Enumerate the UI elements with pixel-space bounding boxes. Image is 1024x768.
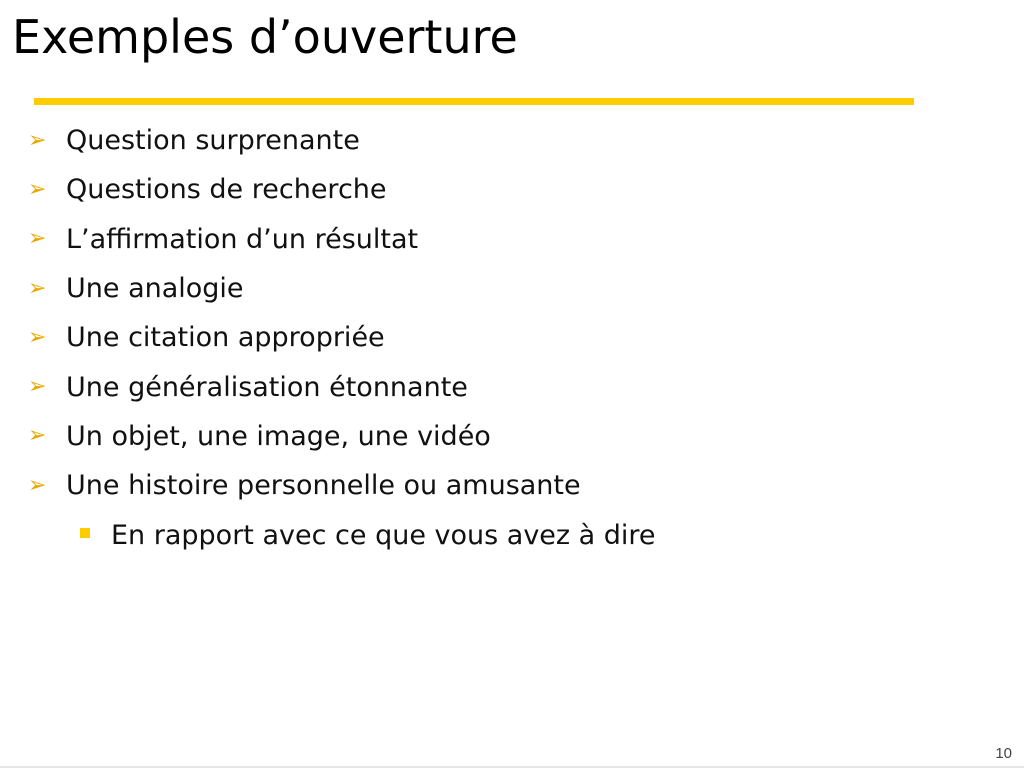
bullet-text: Une histoire personnelle ou amusante: [66, 470, 581, 502]
slide-title: Exemples d’ouverture: [12, 10, 518, 64]
bullet-item: [28, 313, 656, 362]
arrow-bullet-icon: ➢: [28, 275, 47, 301]
arrow-bullet-icon: ➢: [28, 127, 47, 153]
title-underline: [34, 98, 914, 105]
square-bullet-icon: [80, 528, 90, 538]
arrow-bullet-icon: ➢: [28, 374, 47, 400]
bullet-text: Une analogie: [66, 273, 244, 305]
bullet-item: [28, 264, 656, 313]
arrow-bullet-icon: ➢: [28, 226, 47, 252]
arrow-bullet-icon: ➢: [28, 472, 47, 498]
bullet-text: Une généralisation étonnante: [66, 371, 468, 403]
bullet-item: [28, 461, 656, 510]
bullet-item: [28, 412, 656, 461]
sub-bullet-item: [28, 510, 656, 559]
bullet-text: L’affirmation d’un résultat: [66, 223, 419, 255]
bullet-item: [28, 215, 656, 264]
bullet-text: Questions de recherche: [66, 174, 387, 206]
bullet-item: [28, 362, 656, 411]
page-number: 10: [995, 745, 1012, 762]
bullet-item: [28, 116, 656, 165]
bullet-list: [28, 116, 656, 560]
arrow-bullet-icon: ➢: [28, 176, 47, 202]
bullet-text: Une citation appropriée: [66, 322, 385, 354]
bullet-item: [28, 165, 656, 214]
bullet-text: Question surprenante: [66, 125, 360, 157]
arrow-bullet-icon: ➢: [28, 423, 47, 449]
arrow-bullet-icon: ➢: [28, 324, 47, 350]
sub-bullet-text: En rapport avec ce que vous avez à dire: [111, 519, 656, 551]
bullet-text: Un objet, une image, une vidéo: [66, 420, 491, 452]
